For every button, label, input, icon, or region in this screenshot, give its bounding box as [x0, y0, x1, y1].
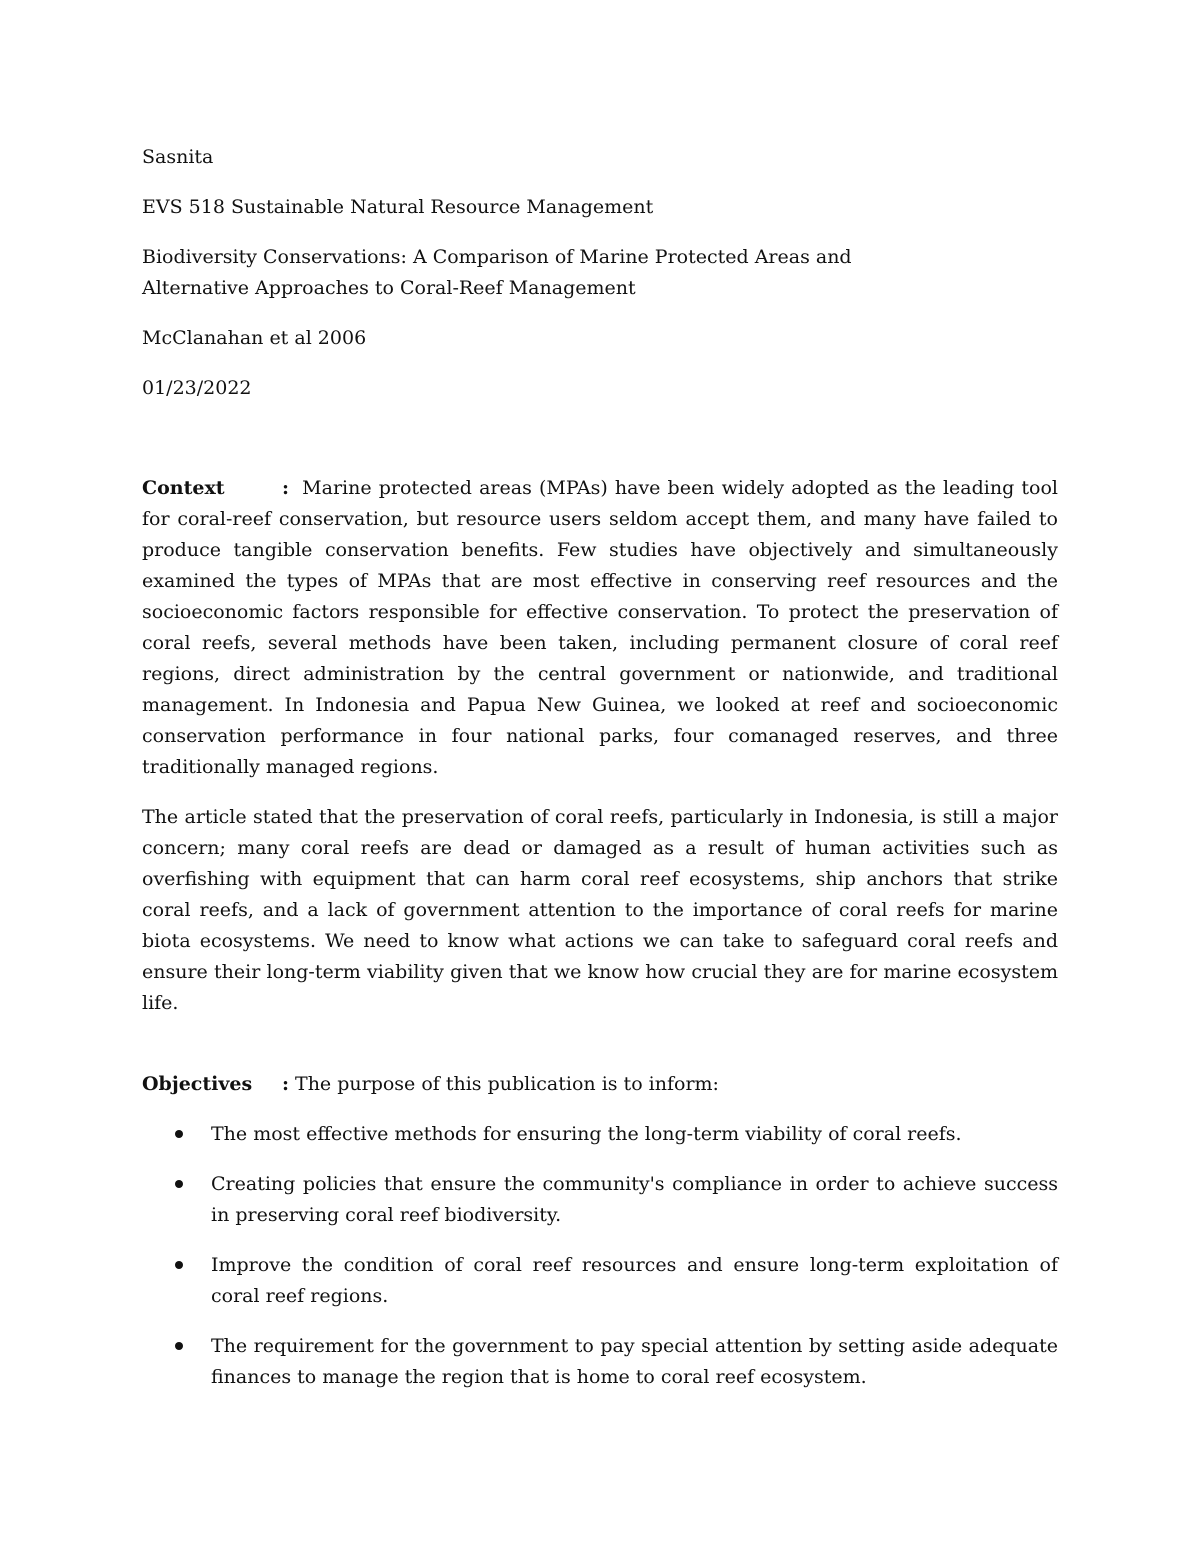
- spacer: [142, 1038, 1058, 1069]
- list-item-text: The requirement for the government to pay special attention by setting aside adequate finances to manage the region that is home to coral reef ecosystem.: [211, 1335, 1058, 1388]
- list-item: [142, 1331, 1058, 1393]
- objectives-list: [142, 1119, 1058, 1393]
- list-item: [142, 1119, 1058, 1150]
- bullet-icon: [175, 1261, 183, 1269]
- list-item-text: Improve the condition of coral reef resources and ensure long-term exploitation of coral reef regions.: [211, 1254, 1058, 1307]
- citation: McClanahan et al 2006: [142, 327, 367, 349]
- bullet-icon: [175, 1130, 183, 1138]
- context-paragraph: [142, 473, 1058, 783]
- bullet-icon: [175, 1342, 183, 1350]
- list-item-text: Creating policies that ensure the community's compliance in order to achieve success in preserving coral reef biodiversity.: [211, 1173, 1058, 1226]
- author-name: Sasnita: [142, 146, 214, 168]
- course-name: EVS 518 Sustainable Natural Resource Management: [142, 196, 654, 218]
- article-title: Biodiversity Conservations: A Comparison of Marine Protected Areas and Alternative Approaches to Coral-Reef Management: [142, 246, 852, 299]
- context-paragraph-2: The article stated that the preservation of coral reefs, particularly in Indonesia, is still a major concern; many coral reefs are dead or damaged as a result of human activities such as overfishing with equipment that can harm coral reef ecosystems, ship anchors that strike coral reefs, and a lack of government attention to the importance of coral reefs for marine biota ecosystems. We need to know what actions we can take to safeguard coral reefs and ensure their long-term viability given that we know how crucial they are for marine ecosystem life.: [142, 806, 1058, 1014]
- list-item: [142, 1250, 1058, 1312]
- bullet-icon: [175, 1180, 183, 1188]
- objectives-heading: Objectives: [142, 1073, 253, 1095]
- context-colon: :: [282, 477, 290, 499]
- list-item: [142, 1169, 1058, 1231]
- context-text: Marine protected areas (MPAs) have been widely adopted as the leading tool for coral-reef conservation, but resource users seldom accept them, and many have failed to produce tangible conservation benefits. Few studies have objectively and simultaneously examined the types of MPAs that are most effective in conserving reef resources and the socioeconomic factors responsible for effective conservation. To protect the preservation of coral reefs, several methods have been taken, including permanent closure of coral reef regions, direct administration by the central government or nationwide, and traditional management. In Indonesia and Papua New Guinea, we looked at reef and socioeconomic conservation performance in four national parks, four comanaged reserves, and three traditionally managed regions.: [142, 477, 1058, 778]
- objectives-colon: :: [282, 1073, 290, 1095]
- document-body: [142, 142, 1058, 1412]
- list-item-text: The most effective methods for ensuring the long-term viability of coral reefs.: [211, 1123, 962, 1145]
- document-date: 01/23/2022: [142, 377, 252, 399]
- context-heading: Context: [142, 477, 225, 499]
- objectives-paragraph: [142, 1069, 1058, 1100]
- spacer: [142, 423, 1058, 473]
- objectives-intro: The purpose of this publication is to inform:: [295, 1073, 719, 1095]
